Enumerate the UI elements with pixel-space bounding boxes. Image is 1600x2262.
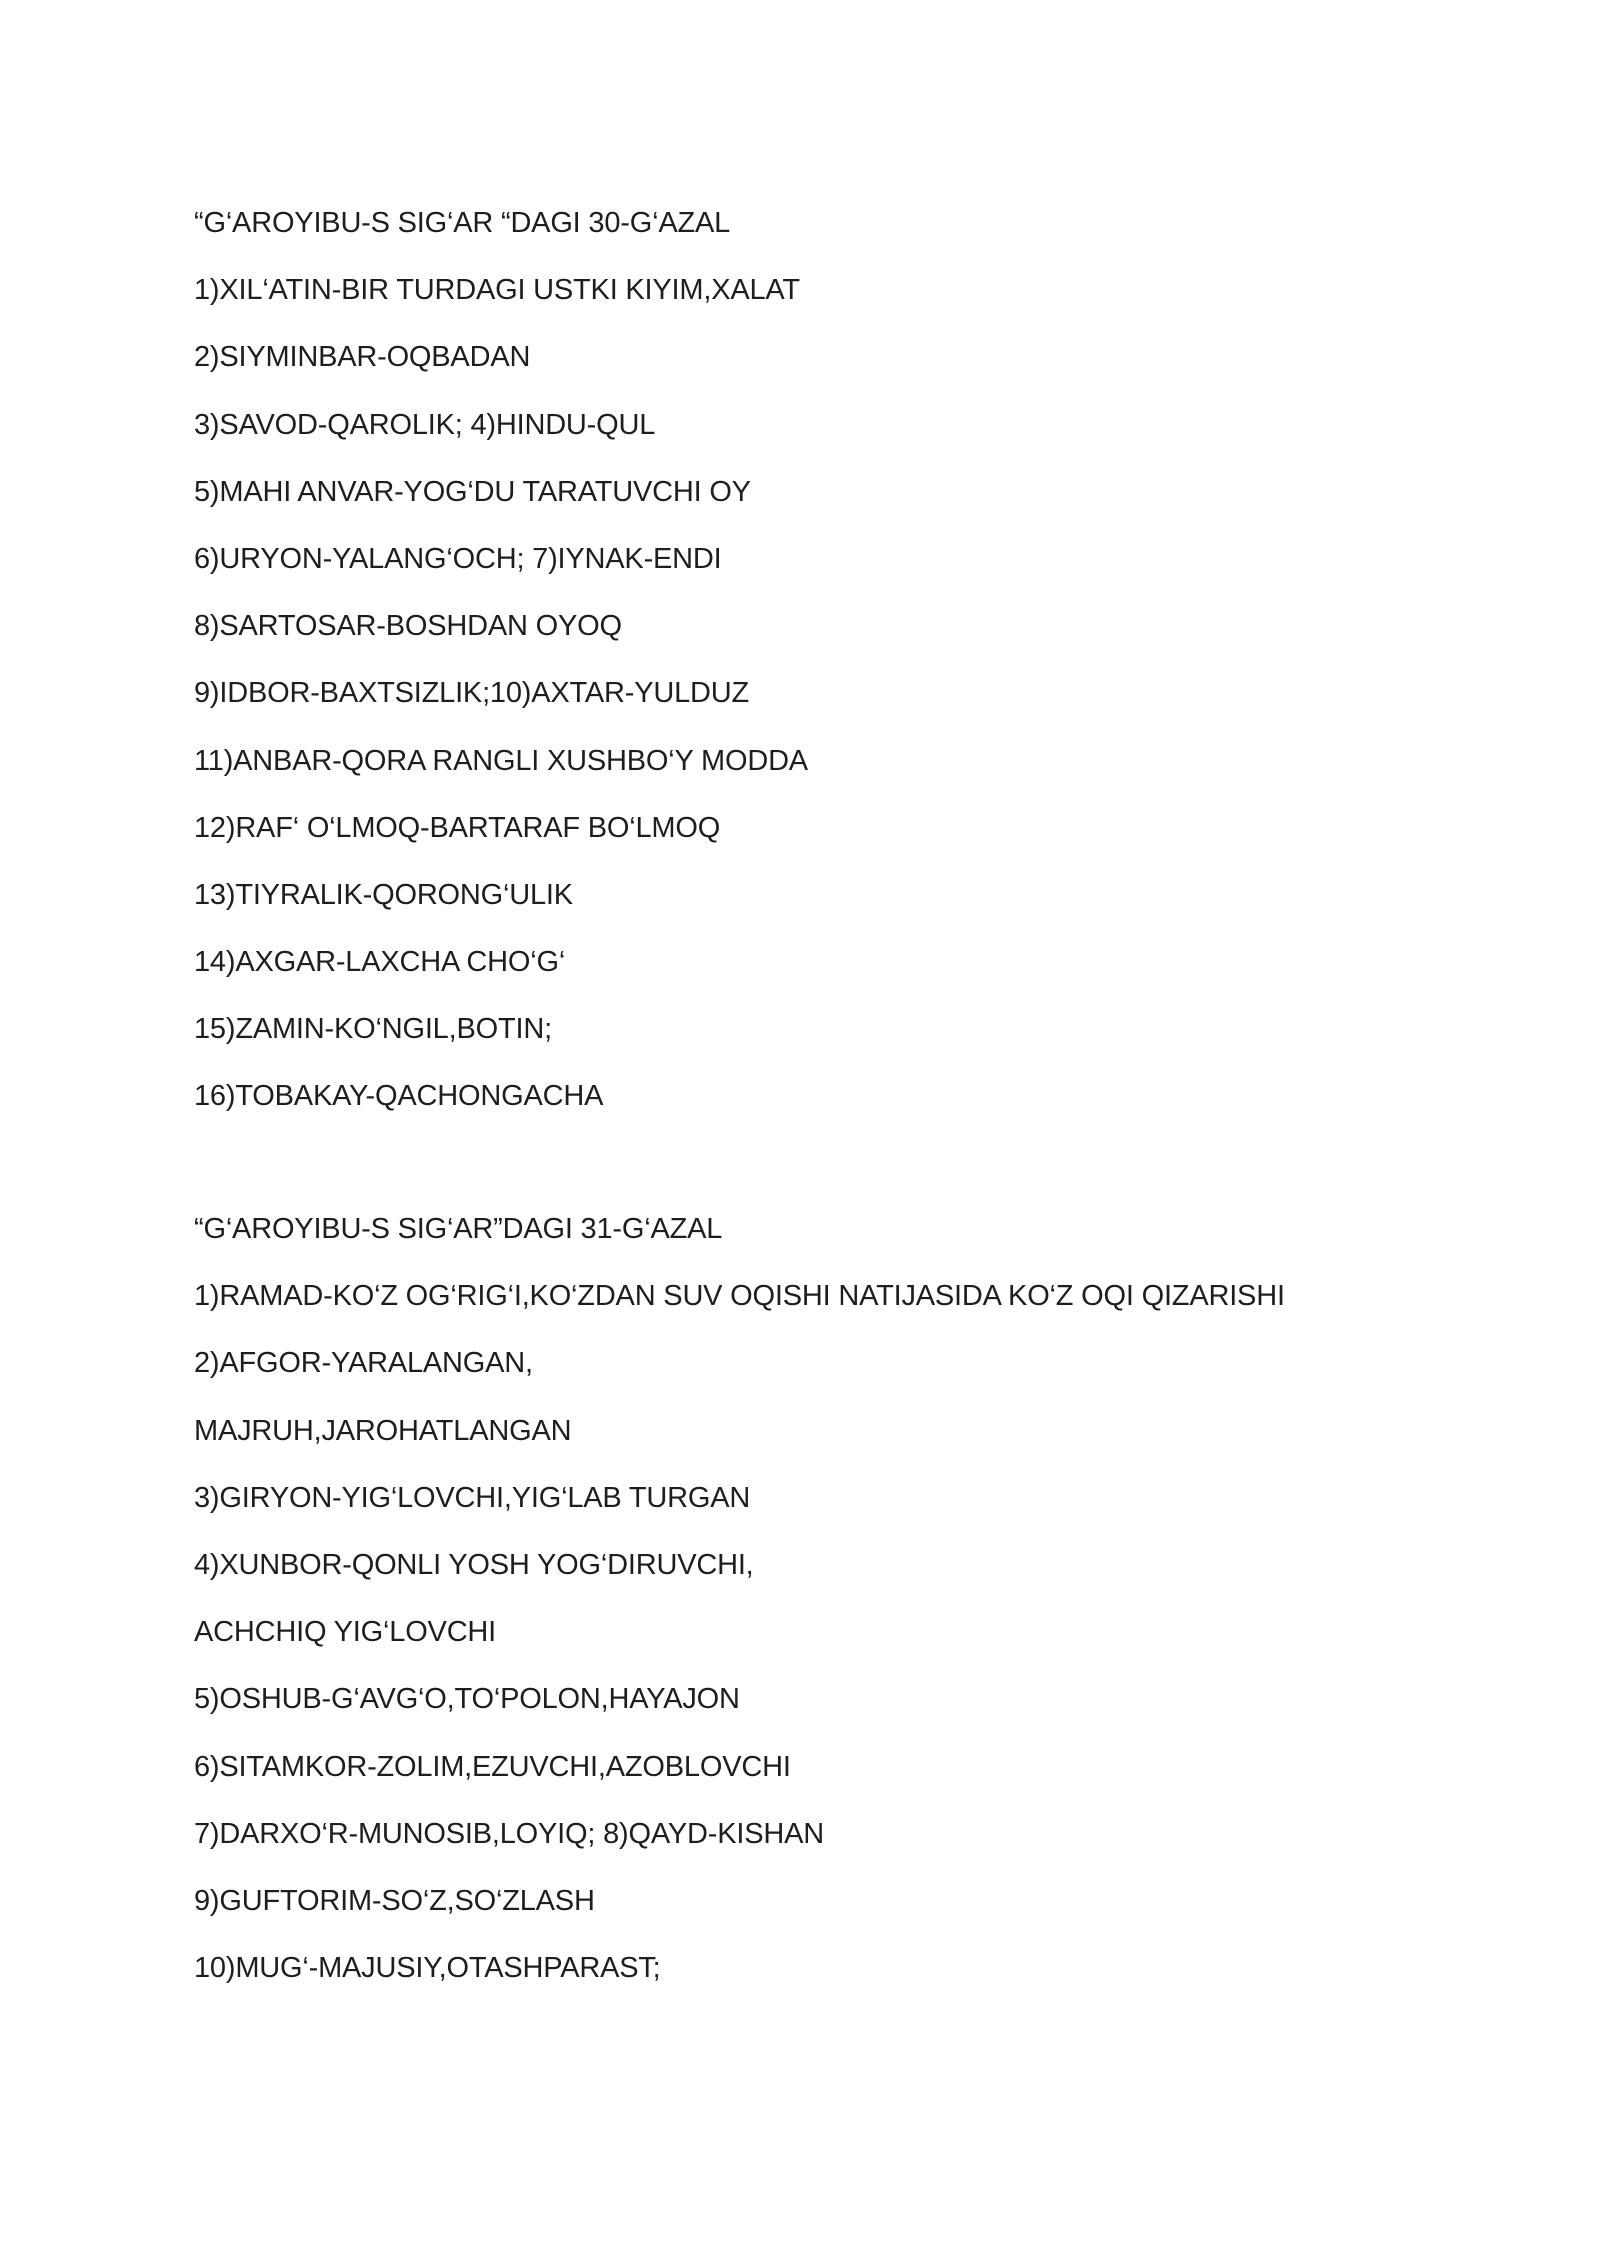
glossary-line: 5)OSHUB-G‘AVG‘O,TO‘POLON,HAYAJON [194, 1683, 740, 1716]
glossary-line: 7)DARXO‘R-MUNOSIB,LOYIQ; 8)QAYD-KISHAN [194, 1817, 824, 1850]
glossary-line: 4)XUNBOR-QONLI YOSH YOG‘DIRUVCHI, [194, 1548, 754, 1581]
section-title: “G‘AROYIBU-S SIG‘AR “DAGI 30-G‘AZAL [194, 207, 731, 239]
section-title: “G‘AROYIBU-S SIG‘AR”DAGI 31-G‘AZAL [194, 1213, 723, 1245]
glossary-line: 15)ZAMIN-KO‘NGIL,BOTIN; [194, 1013, 552, 1046]
glossary-line: 3)SAVOD-QAROLIK; 4)HINDU-QUL [194, 408, 656, 441]
glossary-line: 2)SIYMINBAR-OQBADAN [194, 341, 531, 374]
glossary-line: 9)GUFTORIM-SO‘Z,SO‘ZLASH [194, 1884, 595, 1917]
glossary-line: 1)RAMAD-KO‘Z OG‘RIG‘I,KO‘ZDAN SUV OQISHI NATIJASIDA KO‘Z OQI QIZARISHI [194, 1280, 1285, 1313]
glossary-line: 9)IDBOR-BAXTSIZLIK;10)AXTAR-YULDUZ [194, 677, 750, 710]
glossary-line: 13)TIYRALIK-QORONG‘ULIK [194, 878, 573, 911]
glossary-line: 6)SITAMKOR-ZOLIM,EZUVCHI,AZOBLOVCHI [194, 1750, 791, 1783]
glossary-line: 8)SARTOSAR-BOSHDAN OYOQ [194, 610, 622, 643]
glossary-line: 1)XIL‘ATIN-BIR TURDAGI USTKI KIYIM,XALAT [194, 274, 800, 307]
glossary-line: 10)MUG‘-MAJUSIY,OTASHPARAST; [194, 1952, 661, 1985]
glossary-line: 6)URYON-YALANG‘OCH; 7)IYNAK-ENDI [194, 542, 722, 575]
ghazal-31-section [194, 1196, 1534, 2002]
glossary-line: 2)AFGOR-YARALANGAN, [194, 1347, 533, 1380]
glossary-line: 12)RAF‘ O‘LMOQ-BARTARAF BO‘LMOQ [194, 811, 721, 844]
glossary-line: 3)GIRYON-YIG‘LOVCHI,YIG‘LAB TURGAN [194, 1481, 751, 1514]
glossary-line: MAJRUH,JAROHATLANGAN [194, 1414, 572, 1447]
glossary-line: 14)AXGAR-LAXCHA CHO‘G‘ [194, 946, 566, 979]
glossary-line: 11)ANBAR-QORA RANGLI XUSHBO‘Y MODDA [194, 744, 808, 777]
glossary-line: ACHCHIQ YIG‘LOVCHI [194, 1616, 497, 1649]
glossary-line: 5)MAHI ANVAR-YOG‘DU TARATUVCHI OY [194, 475, 751, 508]
ghazal-30-section [194, 190, 1534, 1131]
glossary-line: 16)TOBAKAY-QACHONGACHA [194, 1080, 604, 1113]
